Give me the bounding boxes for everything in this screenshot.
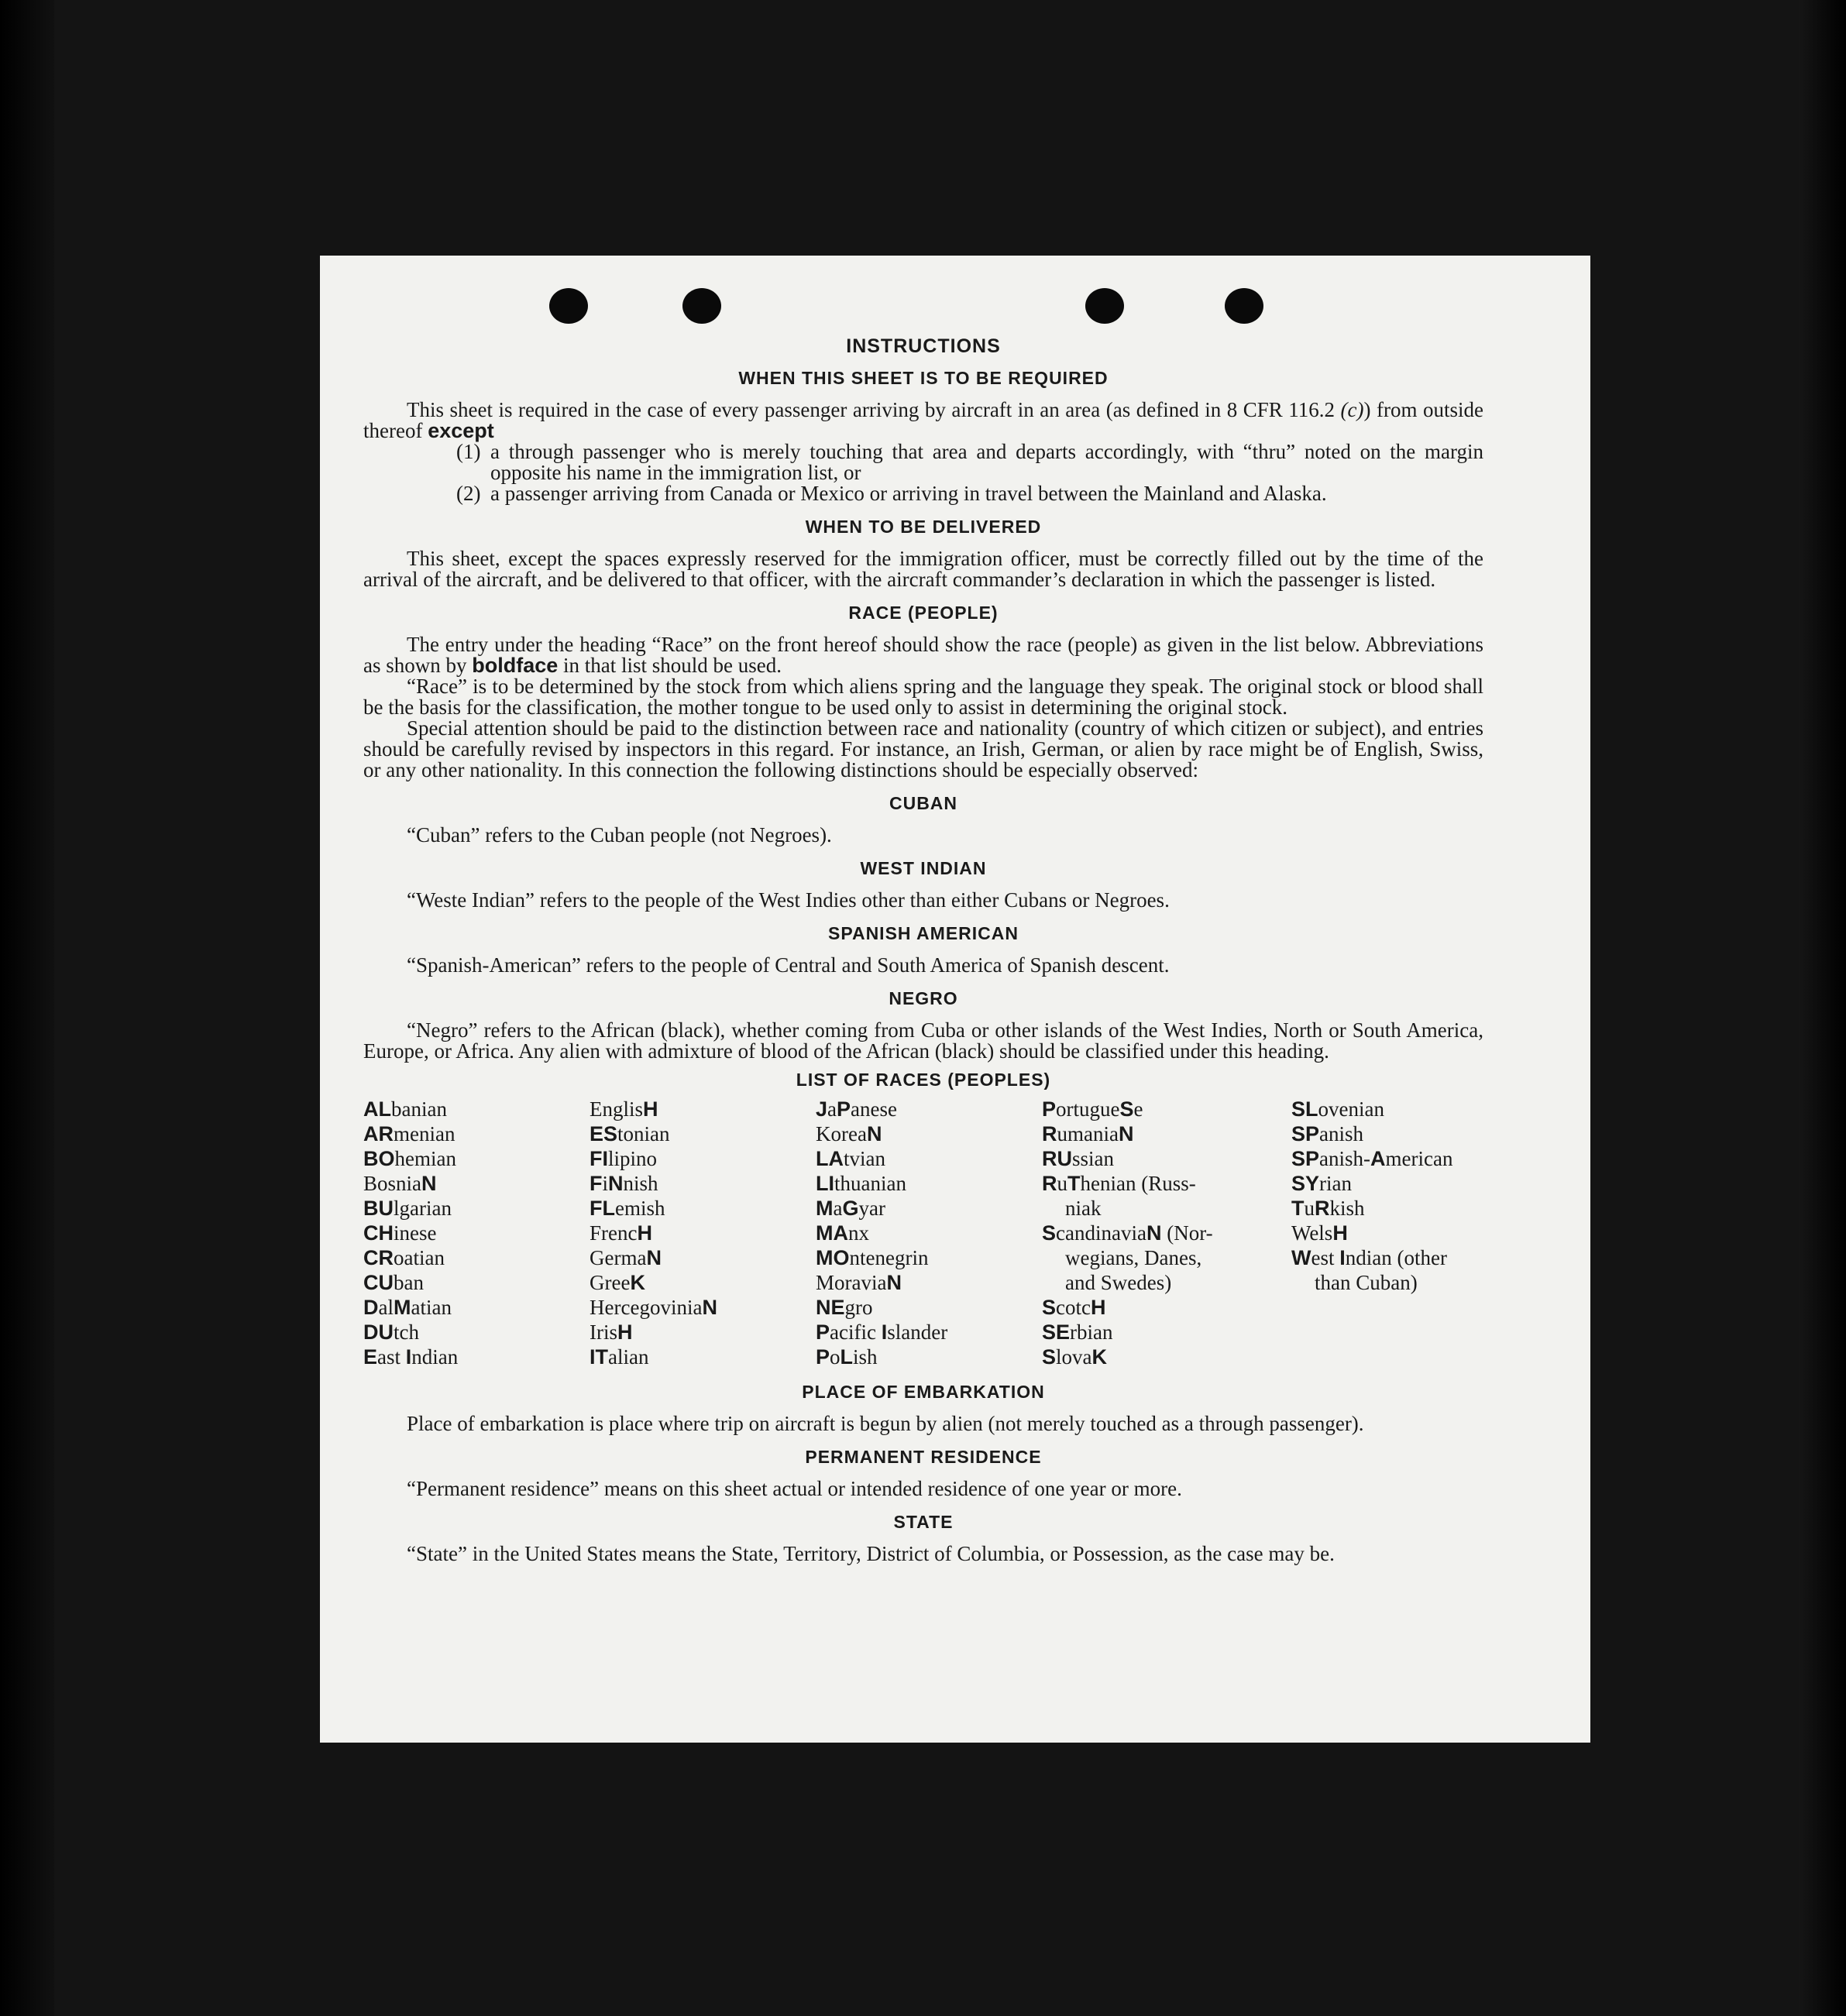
race-column: [1291, 1097, 1485, 1369]
race-item: IrisH: [590, 1321, 633, 1344]
scan-border-right: [1800, 0, 1846, 2016]
section-heading: SPANISH AMERICAN: [827, 923, 1019, 943]
paragraph: This sheet is required in the case of every passenger arriving by aircraft in an area (as defined in 8 CFR 116.2 (c)) from outside thereof except: [363, 398, 1483, 442]
section-heading: PLACE OF EMBARKATION: [802, 1382, 1045, 1402]
race-item: DUtch: [363, 1321, 419, 1344]
section-heading: PERMANENT RESIDENCE: [805, 1447, 1042, 1467]
paragraph: Special attention should be paid to the distinction between race and nationality (country of which citizen or subject), and entries should be carefully revised by inspectors in this regard. For instance, an Irish, German, or alien by race might be of English, Swiss, or any other nationality. In this connection the following distinctions should be especially observed:: [363, 716, 1483, 781]
race-item: MaGyar: [816, 1197, 885, 1220]
race-item: RUssian: [1042, 1147, 1114, 1170]
paragraph: The entry under the heading “Race” on the front hereof should show the race (people) as given in the list below. Abbreviations as shown by boldface in that list should be used.: [363, 633, 1483, 677]
race-item: MoraviaN: [816, 1271, 902, 1294]
race-item: EStonian: [590, 1122, 670, 1145]
race-item: SPanish: [1291, 1122, 1364, 1145]
race-item: ScotcH: [1042, 1296, 1106, 1319]
paragraph: Place of embarkation is place where trip on aircraft is begun by alien (not merely touched as a through passenger).: [407, 1412, 1364, 1435]
section-heading: WHEN TO BE DELIVERED: [805, 517, 1042, 537]
punch-hole: [682, 288, 721, 324]
race-column: [363, 1097, 590, 1369]
section-heading: RACE (PEOPLE): [848, 603, 999, 623]
race-item: ARmenian: [363, 1122, 455, 1145]
paragraph: “Permanent residence” means on this sheet actual or intended residence of one year or more.: [407, 1477, 1182, 1500]
race-item: PoLish: [816, 1345, 878, 1369]
punch-hole: [1085, 288, 1124, 324]
paragraph: “Race” is to be determined by the stock from which aliens spring and the language they speak. The original stock or blood shall be the basis for the classification, the mother tongue to be used only to assist in determining the original stock.: [363, 675, 1483, 719]
section-heading: LIST OF RACES (PEOPLES): [796, 1070, 1051, 1090]
race-item: LAtvian: [816, 1147, 885, 1170]
race-item: BUlgarian: [363, 1197, 452, 1220]
document-sheet: [320, 256, 1590, 1743]
race-item: NEgro: [816, 1296, 873, 1319]
page-title: INSTRUCTIONS: [846, 335, 1001, 357]
scan-border-left: [0, 0, 54, 2016]
race-item: ScandinaviaN (Nor- wegians, Danes, and Swedes): [1042, 1221, 1213, 1294]
list-item: (1) a through passenger who is merely touching that area and departs accordingly, with “thru” noted on the margin opposite his name in the immigration list, or: [456, 440, 1483, 484]
punch-hole: [1225, 288, 1263, 324]
race-item: LIthuanian: [816, 1172, 906, 1195]
section-heading: STATE: [893, 1512, 954, 1532]
section-heading: NEGRO: [889, 988, 958, 1008]
punch-hole: [549, 288, 588, 324]
race-item: TuRkish: [1291, 1197, 1365, 1220]
race-item: MOntenegrin: [816, 1246, 929, 1269]
paragraph: This sheet, except the spaces expressly reserved for the immigration officer, must be correctly filled out by the time of the arrival of the aircraft, and be delivered to that officer, with the aircraft commander’s declaration in which the passenger is listed.: [363, 547, 1483, 591]
race-item: WelsH: [1291, 1221, 1348, 1245]
paragraph: “Weste Indian” refers to the people of the West Indies other than either Cubans or Negroes.: [407, 888, 1170, 912]
race-item: ITalian: [590, 1345, 649, 1369]
race-item: HercegoviniaN: [590, 1296, 717, 1319]
list-item: (2) a passenger arriving from Canada or Mexico or arriving in travel between the Mainland and Alaska.: [456, 482, 1327, 505]
paragraph: “Cuban” refers to the Cuban people (not Negroes).: [407, 823, 832, 847]
race-item: CHinese: [363, 1221, 437, 1245]
race-column: [1042, 1097, 1291, 1369]
race-list: [363, 1097, 1483, 1369]
paragraph: “Spanish-American” refers to the people of Central and South America of Spanish descent.: [407, 953, 1170, 977]
section-heading: WHEN THIS SHEET IS TO BE REQUIRED: [738, 368, 1109, 388]
race-item: JaPanese: [816, 1097, 897, 1121]
race-item: West Indian (other than Cuban): [1291, 1246, 1447, 1294]
race-column: [590, 1097, 816, 1369]
section-heading: WEST INDIAN: [860, 858, 987, 878]
race-item: CUban: [363, 1271, 424, 1294]
race-item: SLovenian: [1291, 1097, 1384, 1121]
race-item: KoreaN: [816, 1122, 882, 1145]
race-item: RuThenian (Russ- niak: [1042, 1172, 1196, 1220]
race-item: Pacific Islander: [816, 1321, 948, 1344]
paragraph: “State” in the United States means the State, Territory, District of Columbia, or Possession, as the case may be.: [407, 1542, 1335, 1565]
race-item: SlovaK: [1042, 1345, 1108, 1369]
section-heading: CUBAN: [889, 793, 958, 813]
race-item: EnglisH: [590, 1097, 658, 1121]
paragraph: “Negro” refers to the African (black), whether coming from Cuba or other islands of the West Indies, North or South America, Europe, or Africa. Any alien with admixture of blood of the African (black) should be classified under this heading.: [363, 1018, 1483, 1063]
race-item: SYrian: [1291, 1172, 1353, 1195]
race-item: BosniaN: [363, 1172, 437, 1195]
race-item: East Indian: [363, 1345, 459, 1369]
race-item: ALbanian: [363, 1097, 447, 1121]
race-item: SPanish-American: [1291, 1147, 1453, 1170]
race-item: MAnx: [816, 1221, 869, 1245]
race-item: CRoatian: [363, 1246, 445, 1269]
race-item: PortugueSe: [1042, 1097, 1143, 1121]
race-item: FLemish: [590, 1197, 665, 1220]
race-item: GreeK: [590, 1271, 645, 1294]
race-item: DalMatian: [363, 1296, 452, 1319]
race-item: RumaniaN: [1042, 1122, 1134, 1145]
race-item: FiNnish: [590, 1172, 658, 1195]
race-item: FrencH: [590, 1221, 652, 1245]
race-item: BOhemian: [363, 1147, 456, 1170]
race-column: [816, 1097, 1042, 1369]
race-item: FIlipino: [590, 1147, 658, 1170]
race-item: SErbian: [1042, 1321, 1113, 1344]
race-item: GermaN: [590, 1246, 662, 1269]
